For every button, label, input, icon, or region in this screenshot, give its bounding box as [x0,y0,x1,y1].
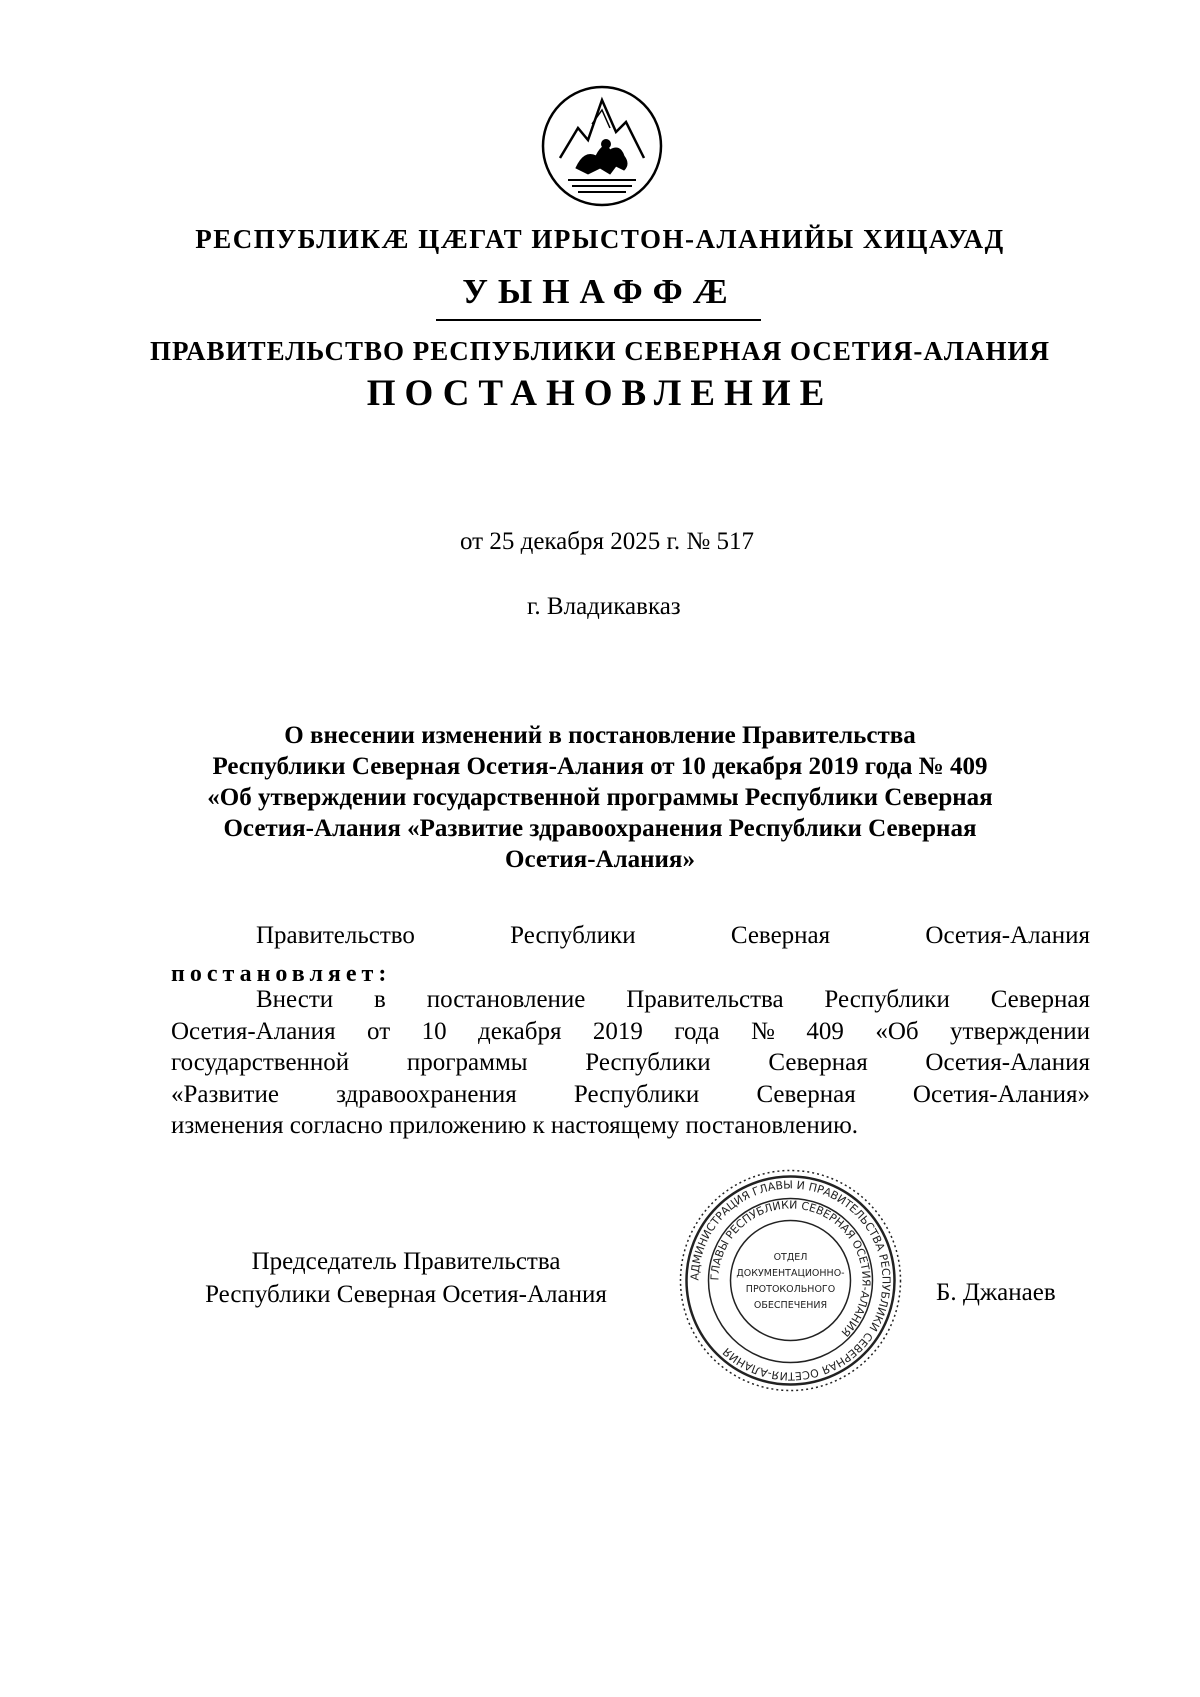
signer-position-line: Председатель Правительства [251,1248,561,1275]
word: Правительства [626,986,784,1013]
document-city: г. Владикавказ [527,593,681,620]
subject-line: Осетия-Алания» [505,846,695,873]
subject-line: Осетия-Алания «Развитие здравоохранения Республики Северная [223,815,977,842]
resolves-heading: постановляет: [171,961,392,987]
coat-of-arms-emblem [540,84,664,208]
word: Республики [573,1081,700,1108]
paragraph-last-line: изменения согласно приложению к настоящему постановлению. [171,1112,859,1139]
word: постановление [426,986,586,1013]
word: в [374,986,386,1013]
word: Республики [585,1049,711,1076]
official-stamp [678,1168,903,1393]
header-underline [436,319,761,321]
word: Осетия-Алания» [912,1081,1090,1108]
word: от [367,1018,391,1045]
word: декабря [478,1018,562,1045]
word: Осетия-Алания [925,922,1090,949]
subject-line: «Об утверждении государственной программы Республики Северная [207,784,993,811]
russian-doc-type: ПОСТАНОВЛЕНИЕ [366,373,834,414]
word: Внести [256,986,334,1013]
word: 2019 [592,1018,643,1045]
subject-line: Республики Северная Осетия-Алания от 10 декабря 2019 года № 409 [212,753,988,780]
signer-position-line: Республики Северная Осетия-Алания [205,1281,607,1308]
word: года [674,1018,720,1045]
word: Республики [510,922,636,949]
word: Осетия-Алания [171,1018,336,1045]
paragraph-line [171,1018,1090,1046]
stamp-center-line: ОТДЕЛ [773,1252,808,1263]
subject-line: О внесении изменений в постановление Правительства [284,722,916,749]
stamp-center-line: ПРОТОКОЛЬНОГО [745,1284,836,1295]
signer-name: Б. Джанаев [936,1279,1056,1306]
word: № [751,1018,775,1045]
word: Северная [990,986,1090,1013]
word: утверждении [950,1018,1090,1045]
word: «Об [875,1018,919,1045]
document-date-number: от 25 декабря 2025 г. № 517 [460,528,755,555]
ossetian-government-title: РЕСПУБЛИКÆ ЦÆГАТ ИРЫСТОН-АЛАНИЙЫ ХИЦАУАД [195,224,1005,254]
signer-position [171,1245,641,1311]
paragraph-line [171,1049,1090,1077]
document-subject [160,720,1040,875]
stamp-center-line: ДОКУМЕНТАЦИОННО- [736,1268,845,1279]
word: 10 [421,1018,447,1045]
word: Республики [824,986,950,1013]
word: Северная [756,1081,856,1108]
preamble-line [256,922,1090,950]
word: «Развитие [171,1081,279,1108]
stamp-outer-text: АДМИНИСТРАЦИЯ ГЛАВЫ И ПРАВИТЕЛЬСТВА РЕСПУБЛИКИ СЕВЕРНАЯ ОСЕТИЯ-АЛАНИЯ [688,1178,893,1383]
paragraph-line [171,1081,1090,1109]
word: Северная [768,1049,868,1076]
word: государственной [171,1049,350,1076]
word: программы [406,1049,528,1076]
russian-government-title: ПРАВИТЕЛЬСТВО РЕСПУБЛИКИ СЕВЕРНАЯ ОСЕТИЯ-АЛАНИЯ [150,336,1050,366]
ossetian-doc-type: УЫНАФФÆ [462,272,738,311]
word: Северная [730,922,831,949]
stamp-inner-text: ГЛАВЫ РЕСПУБЛИКИ СЕВЕРНАЯ ОСЕТИЯ-АЛАНИЯ [708,1198,873,1340]
word: Правительство [256,922,415,949]
paragraph-line [256,986,1090,1014]
word: здравоохранения [336,1081,517,1108]
word: Осетия-Алания [925,1049,1090,1076]
stamp-center-line: ОБЕСПЕЧЕНИЯ [753,1300,828,1311]
word: 409 [806,1018,844,1045]
